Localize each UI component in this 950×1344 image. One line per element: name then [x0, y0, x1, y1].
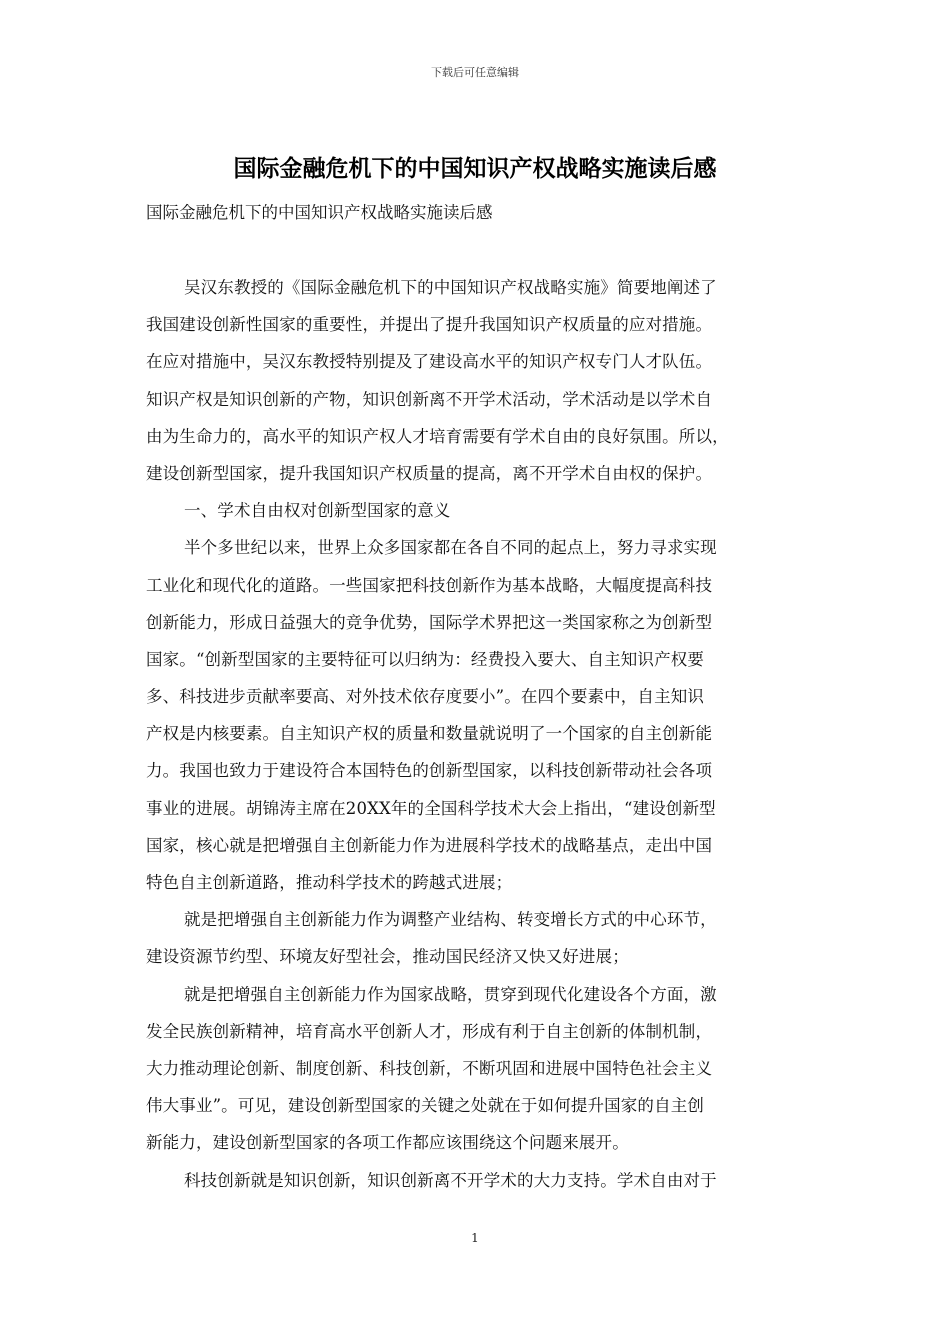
document-body [146, 269, 806, 1199]
body-line: 在应对措施中，吴汉东教授特别提及了建设高水平的知识产权专门人才队伍。 [146, 352, 713, 372]
body-line: 国家。“创新型国家的主要特征可以归纳为：经费投入要大、自主知识产权要 [146, 649, 705, 669]
body-line: 力。我国也致力于建设符合本国特色的创新型国家，以科技创新带动社会各项 [146, 761, 713, 781]
body-line: 吴汉东教授的《国际金融危机下的中国知识产权战略实施》简要地阐述了 [184, 278, 717, 297]
body-line: 多、科技进步贡献率要高、对外技术依存度要小”。在四个要素中，自主知识 [146, 687, 705, 707]
body-line: 建设创新型国家，提升我国知识产权质量的提高，离不开学术自由权的保护。 [146, 463, 713, 483]
document-subtitle: 国际金融危机下的中国知识产权战略实施读后感 [146, 203, 493, 222]
header-note: 下载后可任意编辑 [431, 66, 519, 79]
body-line: 产权是内核要素。自主知识产权的质量和数量就说明了一个国家的自主创新能 [146, 724, 713, 744]
body-line: 我国建设创新性国家的重要性，并提出了提升我国知识产权质量的应对措施。 [146, 315, 713, 335]
page-number: 1 [471, 1231, 479, 1245]
body-line: 发全民族创新精神，培育高水平创新人才，形成有利于自主创新的体制机制， [146, 1021, 713, 1041]
body-line: 事业的进展。胡锦涛主席在20XX年的全国科学技术大会上指出，“建设创新型 [146, 798, 716, 818]
document-title: 国际金融危机下的中国知识产权战略实施读后感 [233, 155, 717, 182]
body-line: 特色自主创新道路，推动科学技术的跨越式进展； [146, 873, 513, 892]
body-line: 工业化和现代化的道路。一些国家把科技创新作为基本战略，大幅度提高科技 [146, 575, 713, 595]
body-line: 国家，核心就是把增强自主创新能力作为进展科学技术的战略基点，走出中国 [146, 835, 713, 855]
body-line: 创新能力，形成日益强大的竞争优势，国际学术界把这一类国家称之为创新型 [146, 612, 713, 632]
body-line: 半个多世纪以来，世界上众多国家都在各自不同的起点上，努力寻求实现 [184, 538, 717, 558]
body-line: 新能力，建设创新型国家的各项工作都应该围绕这个问题来展开。 [146, 1133, 629, 1153]
body-line: 建设资源节约型、环境友好型社会，推动国民经济又快又好进展； [146, 947, 629, 967]
body-line: 大力推动理论创新、制度创新、科技创新，不断巩固和进展中国特色社会主义 [146, 1058, 713, 1078]
section-heading: 一、学术自由权对创新型国家的意义 [184, 501, 451, 521]
body-line: 就是把增强自主创新能力作为调整产业结构、转变增长方式的中心环节， [184, 910, 717, 930]
body-line: 科技创新就是知识创新，知识创新离不开学术的大力支持。学术自由对于 [184, 1170, 717, 1190]
body-line: 由为生命力的，高水平的知识产权人才培育需要有学术自由的良好氛围。所以， [146, 426, 729, 446]
body-line: 伟大事业”。可见，建设创新型国家的关键之处就在于如何提升国家的自主创 [146, 1096, 705, 1116]
body-line: 知识产权是知识创新的产物，知识创新离不开学术活动，学术活动是以学术自 [146, 389, 713, 409]
body-line: 就是把增强自主创新能力作为国家战略，贯穿到现代化建设各个方面，激 [184, 984, 717, 1004]
